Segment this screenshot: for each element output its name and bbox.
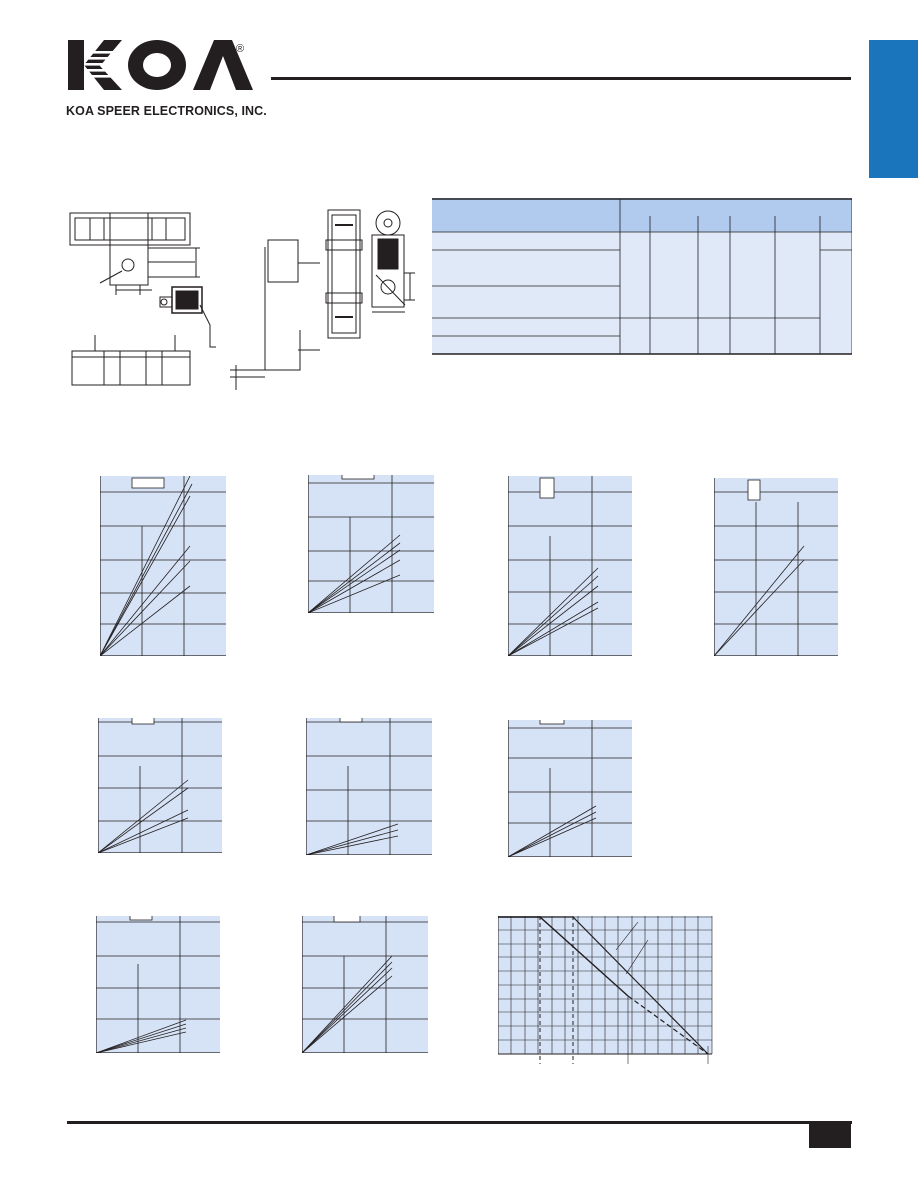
plot-panel-7 xyxy=(508,720,632,857)
company-name: KOA SPEER ELECTRONICS, INC. xyxy=(66,104,267,118)
plot-panel-3 xyxy=(508,476,632,656)
plot-panel-2 xyxy=(308,475,434,613)
dimensions-figure xyxy=(60,205,425,395)
plot-panel-6 xyxy=(306,718,432,855)
derating-chart xyxy=(498,916,714,1066)
page-number-box xyxy=(809,1124,851,1148)
registered-mark: ® xyxy=(236,43,245,55)
spec-table xyxy=(432,198,852,356)
header-rule xyxy=(271,77,851,80)
plot-panel-1 xyxy=(100,476,226,656)
plot-panel-8 xyxy=(96,916,220,1053)
plot-panel-4 xyxy=(714,478,838,656)
footer-rule xyxy=(67,1121,852,1124)
plot-panel-9 xyxy=(302,916,428,1053)
section-tab xyxy=(869,40,918,178)
plot-panel-5 xyxy=(98,718,222,853)
